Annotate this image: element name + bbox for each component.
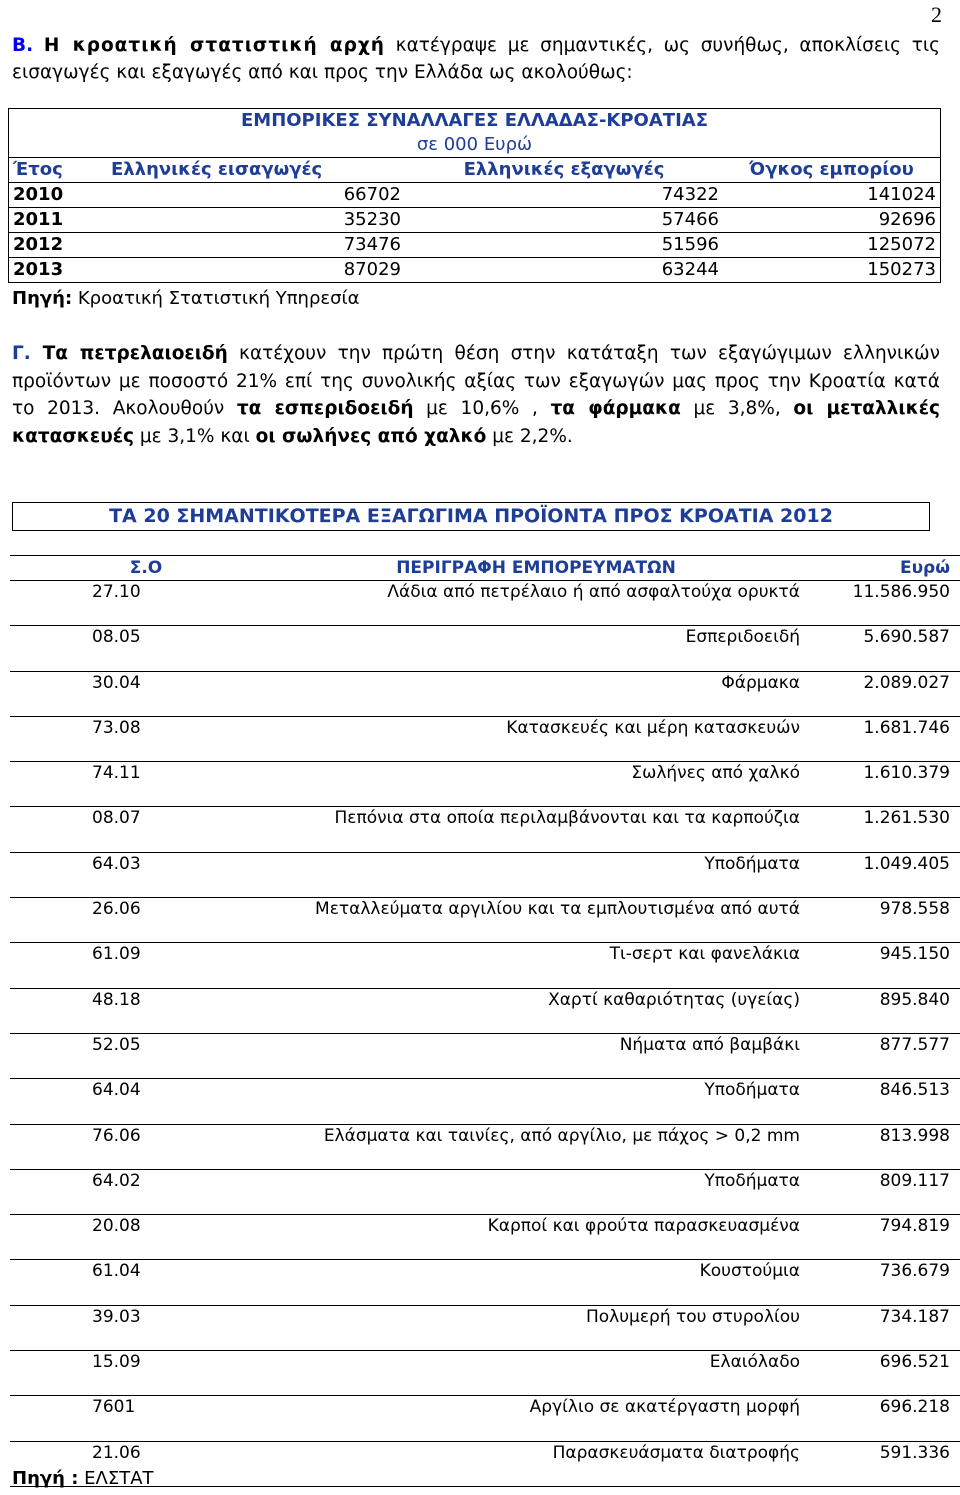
trade-table [8, 108, 941, 283]
cell-value: 11.586.950 [810, 581, 960, 626]
section-letter-g: Γ. [12, 343, 31, 364]
cell-value: 794.819 [810, 1215, 960, 1260]
cell-description: Μεταλλεύματα αργιλίου και τα εμπλουτισμένα από αυτά [222, 898, 810, 943]
cell-value: 813.998 [810, 1124, 960, 1169]
cell-code: 61.09 [10, 943, 222, 988]
cell-description: Χαρτί καθαριότητας (υγείας) [222, 988, 810, 1033]
cell-description: Πεπόνια στα οποία περιλαμβάνονται και τα καρπούζια [222, 807, 810, 852]
table-row [9, 208, 941, 233]
table-row [10, 1351, 960, 1396]
intro-text: κατέγραψε με σημαντικές, ως συνήθως, αποκλίσεις τις εισαγωγές και εξαγωγές από και προς την Ελλάδα ως ακολούθως: [12, 35, 940, 83]
cell-exports: 51596 [405, 233, 723, 258]
cell-description: Υποδήματα [222, 1079, 810, 1124]
cell-code: 61.04 [10, 1260, 222, 1305]
table-row [9, 183, 941, 208]
col-year: Έτος [9, 158, 108, 183]
para-text-5: με 2,2%. [486, 425, 573, 447]
table-row [10, 1079, 960, 1124]
para-text-4: με 3,1% και [133, 425, 256, 447]
cell-description: Υποδήματα [222, 1169, 810, 1214]
table-row [10, 1169, 960, 1214]
table-row [10, 581, 960, 626]
section-letter-b: Β. [12, 35, 34, 56]
table-row [10, 1396, 960, 1441]
cell-code: 73.08 [10, 716, 222, 761]
cell-code: 08.07 [10, 807, 222, 852]
cell-code: 48.18 [10, 988, 222, 1033]
table-row [10, 1305, 960, 1350]
table-row [9, 258, 941, 283]
table-row [10, 1215, 960, 1260]
cell-description: Φάρμακα [222, 671, 810, 716]
cell-description: Ελαιόλαδο [222, 1351, 810, 1396]
cell-year: 2012 [9, 233, 108, 258]
page-number: 2 [931, 2, 942, 27]
cell-code: 74.11 [10, 762, 222, 807]
source-value: Κροατική Στατιστική Υπηρεσία [72, 288, 360, 309]
col-volume: Όγκος εμπορίου [723, 158, 941, 183]
para-bold-4: οι μεταλλικές κατασκευές [12, 398, 940, 447]
table-row [10, 716, 960, 761]
products-body [10, 581, 960, 1487]
source-label: Πηγή : [12, 1468, 79, 1489]
table-row [10, 1260, 960, 1305]
para-bold-2: τα εσπεριδοειδή [236, 398, 414, 419]
cell-volume: 150273 [723, 258, 941, 283]
cell-value: 1.261.530 [810, 807, 960, 852]
col-code: Σ.Ο [10, 556, 222, 581]
cell-imports: 87029 [107, 258, 405, 283]
col-exports: Ελληνικές εξαγωγές [405, 158, 723, 183]
cell-exports: 57466 [405, 208, 723, 233]
table-row [10, 1033, 960, 1078]
cell-description: Καρποί και φρούτα παρασκευασμένα [222, 1215, 810, 1260]
intro-paragraph [12, 32, 940, 86]
table-row [10, 807, 960, 852]
cell-value: 696.521 [810, 1351, 960, 1396]
cell-value: 846.513 [810, 1079, 960, 1124]
cell-description: Λάδια από πετρέλαιο ή από ασφαλτούχα ορυκτά [222, 581, 810, 626]
cell-description: Τι-σερτ και φανελάκια [222, 943, 810, 988]
trade-table-title: ΕΜΠΟΡΙΚΕΣ ΣΥΝΑΛΛΑΓΕΣ ΕΛΛΑΔΑΣ-ΚΡΟΑΤΙΑΣ [9, 109, 941, 134]
table-row [10, 852, 960, 897]
cell-code: 26.06 [10, 898, 222, 943]
cell-value: 696.218 [810, 1396, 960, 1441]
cell-description: Νήματα από βαμβάκι [222, 1033, 810, 1078]
cell-value: 895.840 [810, 988, 960, 1033]
cell-code: 20.08 [10, 1215, 222, 1260]
cell-code: 15.09 [10, 1351, 222, 1396]
cell-code: 52.05 [10, 1033, 222, 1078]
cell-value: 877.577 [810, 1033, 960, 1078]
cell-description: Υποδήματα [222, 852, 810, 897]
cell-value: 978.558 [810, 898, 960, 943]
trade-table-subtitle: σε 000 Ευρώ [9, 133, 941, 158]
cell-description: Κουστούμια [222, 1260, 810, 1305]
table-row [10, 671, 960, 716]
exports-paragraph [12, 340, 940, 450]
cell-code: 64.03 [10, 852, 222, 897]
cell-volume: 92696 [723, 208, 941, 233]
col-imports: Ελληνικές εισαγωγές [107, 158, 405, 183]
table-row [10, 1124, 960, 1169]
table-row [10, 898, 960, 943]
cell-code: 64.02 [10, 1169, 222, 1214]
table-row [10, 626, 960, 671]
para-bold-3: τα φάρμακα [550, 398, 681, 419]
cell-year: 2013 [9, 258, 108, 283]
source-value: ΕΛΣΤΑΤ [78, 1468, 154, 1489]
cell-value: 591.336 [810, 1441, 960, 1486]
col-euro: Ευρώ [810, 556, 960, 581]
col-description: ΠΕΡΙΓΡΑΦΗ ΕΜΠΟΡΕΥΜΑΤΩΝ [222, 556, 810, 581]
trade-source [12, 288, 360, 309]
products-header [10, 556, 960, 581]
cell-description: Παρασκευάσματα διατροφής [222, 1441, 810, 1486]
cell-value: 945.150 [810, 943, 960, 988]
products-source [12, 1468, 154, 1489]
cell-value: 736.679 [810, 1260, 960, 1305]
cell-code: 7601 [10, 1396, 222, 1441]
cell-volume: 125072 [723, 233, 941, 258]
cell-volume: 141024 [723, 183, 941, 208]
cell-value: 734.187 [810, 1305, 960, 1350]
cell-description: Σωλήνες από χαλκό [222, 762, 810, 807]
cell-code: 27.10 [10, 581, 222, 626]
intro-subject: Η κροατική στατιστική αρχή [43, 35, 385, 56]
para-bold-5: οι σωλήνες από χαλκό [255, 425, 487, 447]
table-row [10, 762, 960, 807]
cell-code: 08.05 [10, 626, 222, 671]
cell-code: 64.04 [10, 1079, 222, 1124]
cell-imports: 73476 [107, 233, 405, 258]
cell-code: 39.03 [10, 1305, 222, 1350]
para-bold-1: Τα πετρελαιοειδή [30, 343, 228, 364]
cell-year: 2011 [9, 208, 108, 233]
cell-code: 30.04 [10, 671, 222, 716]
para-text-2: με 10,6% , [413, 398, 551, 419]
cell-value: 1.610.379 [810, 762, 960, 807]
cell-description: Ελάσματα και ταινίες, από αργίλιο, με πάχος > 0,2 mm [222, 1124, 810, 1169]
cell-value: 809.117 [810, 1169, 960, 1214]
cell-value: 1.049.405 [810, 852, 960, 897]
cell-code: 76.06 [10, 1124, 222, 1169]
cell-exports: 63244 [405, 258, 723, 283]
table-row [10, 988, 960, 1033]
products-table [10, 555, 960, 1487]
cell-description: Κατασκευές και μέρη κατασκευών [222, 716, 810, 761]
trade-table-header [9, 158, 941, 183]
cell-description: Εσπεριδοειδή [222, 626, 810, 671]
cell-value: 5.690.587 [810, 626, 960, 671]
cell-imports: 66702 [107, 183, 405, 208]
cell-imports: 35230 [107, 208, 405, 233]
para-text-3: με 3,8%, [680, 398, 794, 419]
cell-year: 2010 [9, 183, 108, 208]
cell-description: Αργίλιο σε ακατέργαστη μορφή [222, 1396, 810, 1441]
products-title: ΤΑ 20 ΣΗΜΑΝΤΙΚΟΤΕΡΑ ΕΞΑΓΩΓΙΜΑ ΠΡΟΪΟΝΤΑ ΠΡΟΣ ΚΡΟΑΤΙΑ 2012 [12, 502, 930, 531]
cell-exports: 74322 [405, 183, 723, 208]
cell-code: 21.06 [10, 1441, 222, 1486]
cell-value: 2.089.027 [810, 671, 960, 716]
table-row [9, 233, 941, 258]
cell-value: 1.681.746 [810, 716, 960, 761]
source-label: Πηγή: [12, 288, 73, 309]
cell-description: Πολυμερή του στυρολίου [222, 1305, 810, 1350]
para-text-1: κατέχουν την πρώτη θέση στην κατάταξη των εξαγώγιμων ελληνικών προϊόντων με ποσοστό 21% επί της συνολικής αξίας των εξαγωγών μας προς την Κροατία κατά το 2013. Ακολουθούν [12, 343, 940, 419]
table-row [10, 943, 960, 988]
